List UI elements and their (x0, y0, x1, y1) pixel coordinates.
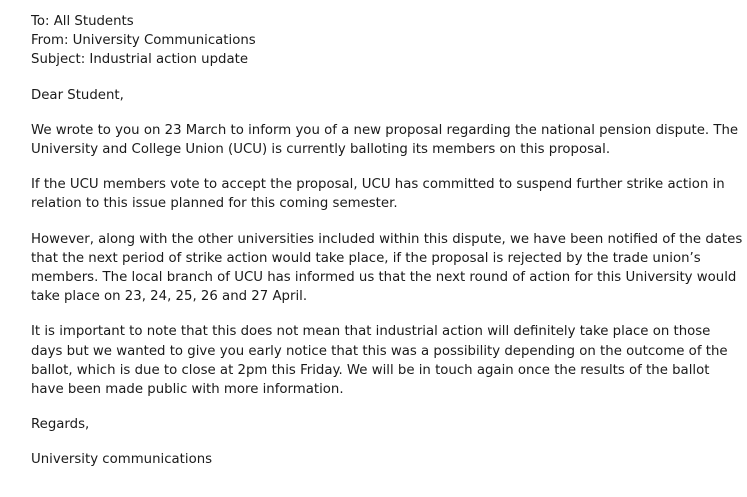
email-header (31, 12, 743, 70)
paragraph-notice: It is important to note that this does not mean that industrial action will definitely take place on those days but we wanted to give you early notice that this was a possibility depending on the outcome of the ballot, which is due to close at 2pm this Friday. We will be in touch again once the results of the ballot have been made public with more information. (31, 324, 728, 398)
paragraph-proposal: We wrote to you on 23 March to inform you of a new proposal regarding the national pension dispute. The University and College Union (UCU) is currently balloting its members on this proposal. (31, 122, 739, 158)
email-document (31, 12, 743, 470)
signoff: Regards, (31, 417, 90, 433)
paragraph-accept: If the UCU members vote to accept the proposal, UCU has committed to suspend further strike action in relation to this issue planned for this coming semester. (31, 177, 725, 212)
subject-line: Subject: Industrial action update (31, 52, 249, 68)
signature: University communications (31, 452, 213, 468)
paragraph-strike-dates: However, along with the other universities included within this dispute, we have been notified of the dates that the next period of strike action would take place, if the proposal is rejected by the trade union’s members. The local branch of UCU has informed us that the next round of action for this University would take place on 23, 24, 25, 26 and 27 April. (31, 231, 743, 305)
to-line: To: All Students (31, 14, 134, 29)
greeting: Dear Student, (31, 87, 124, 103)
from-line: From: University Communications (31, 33, 256, 49)
